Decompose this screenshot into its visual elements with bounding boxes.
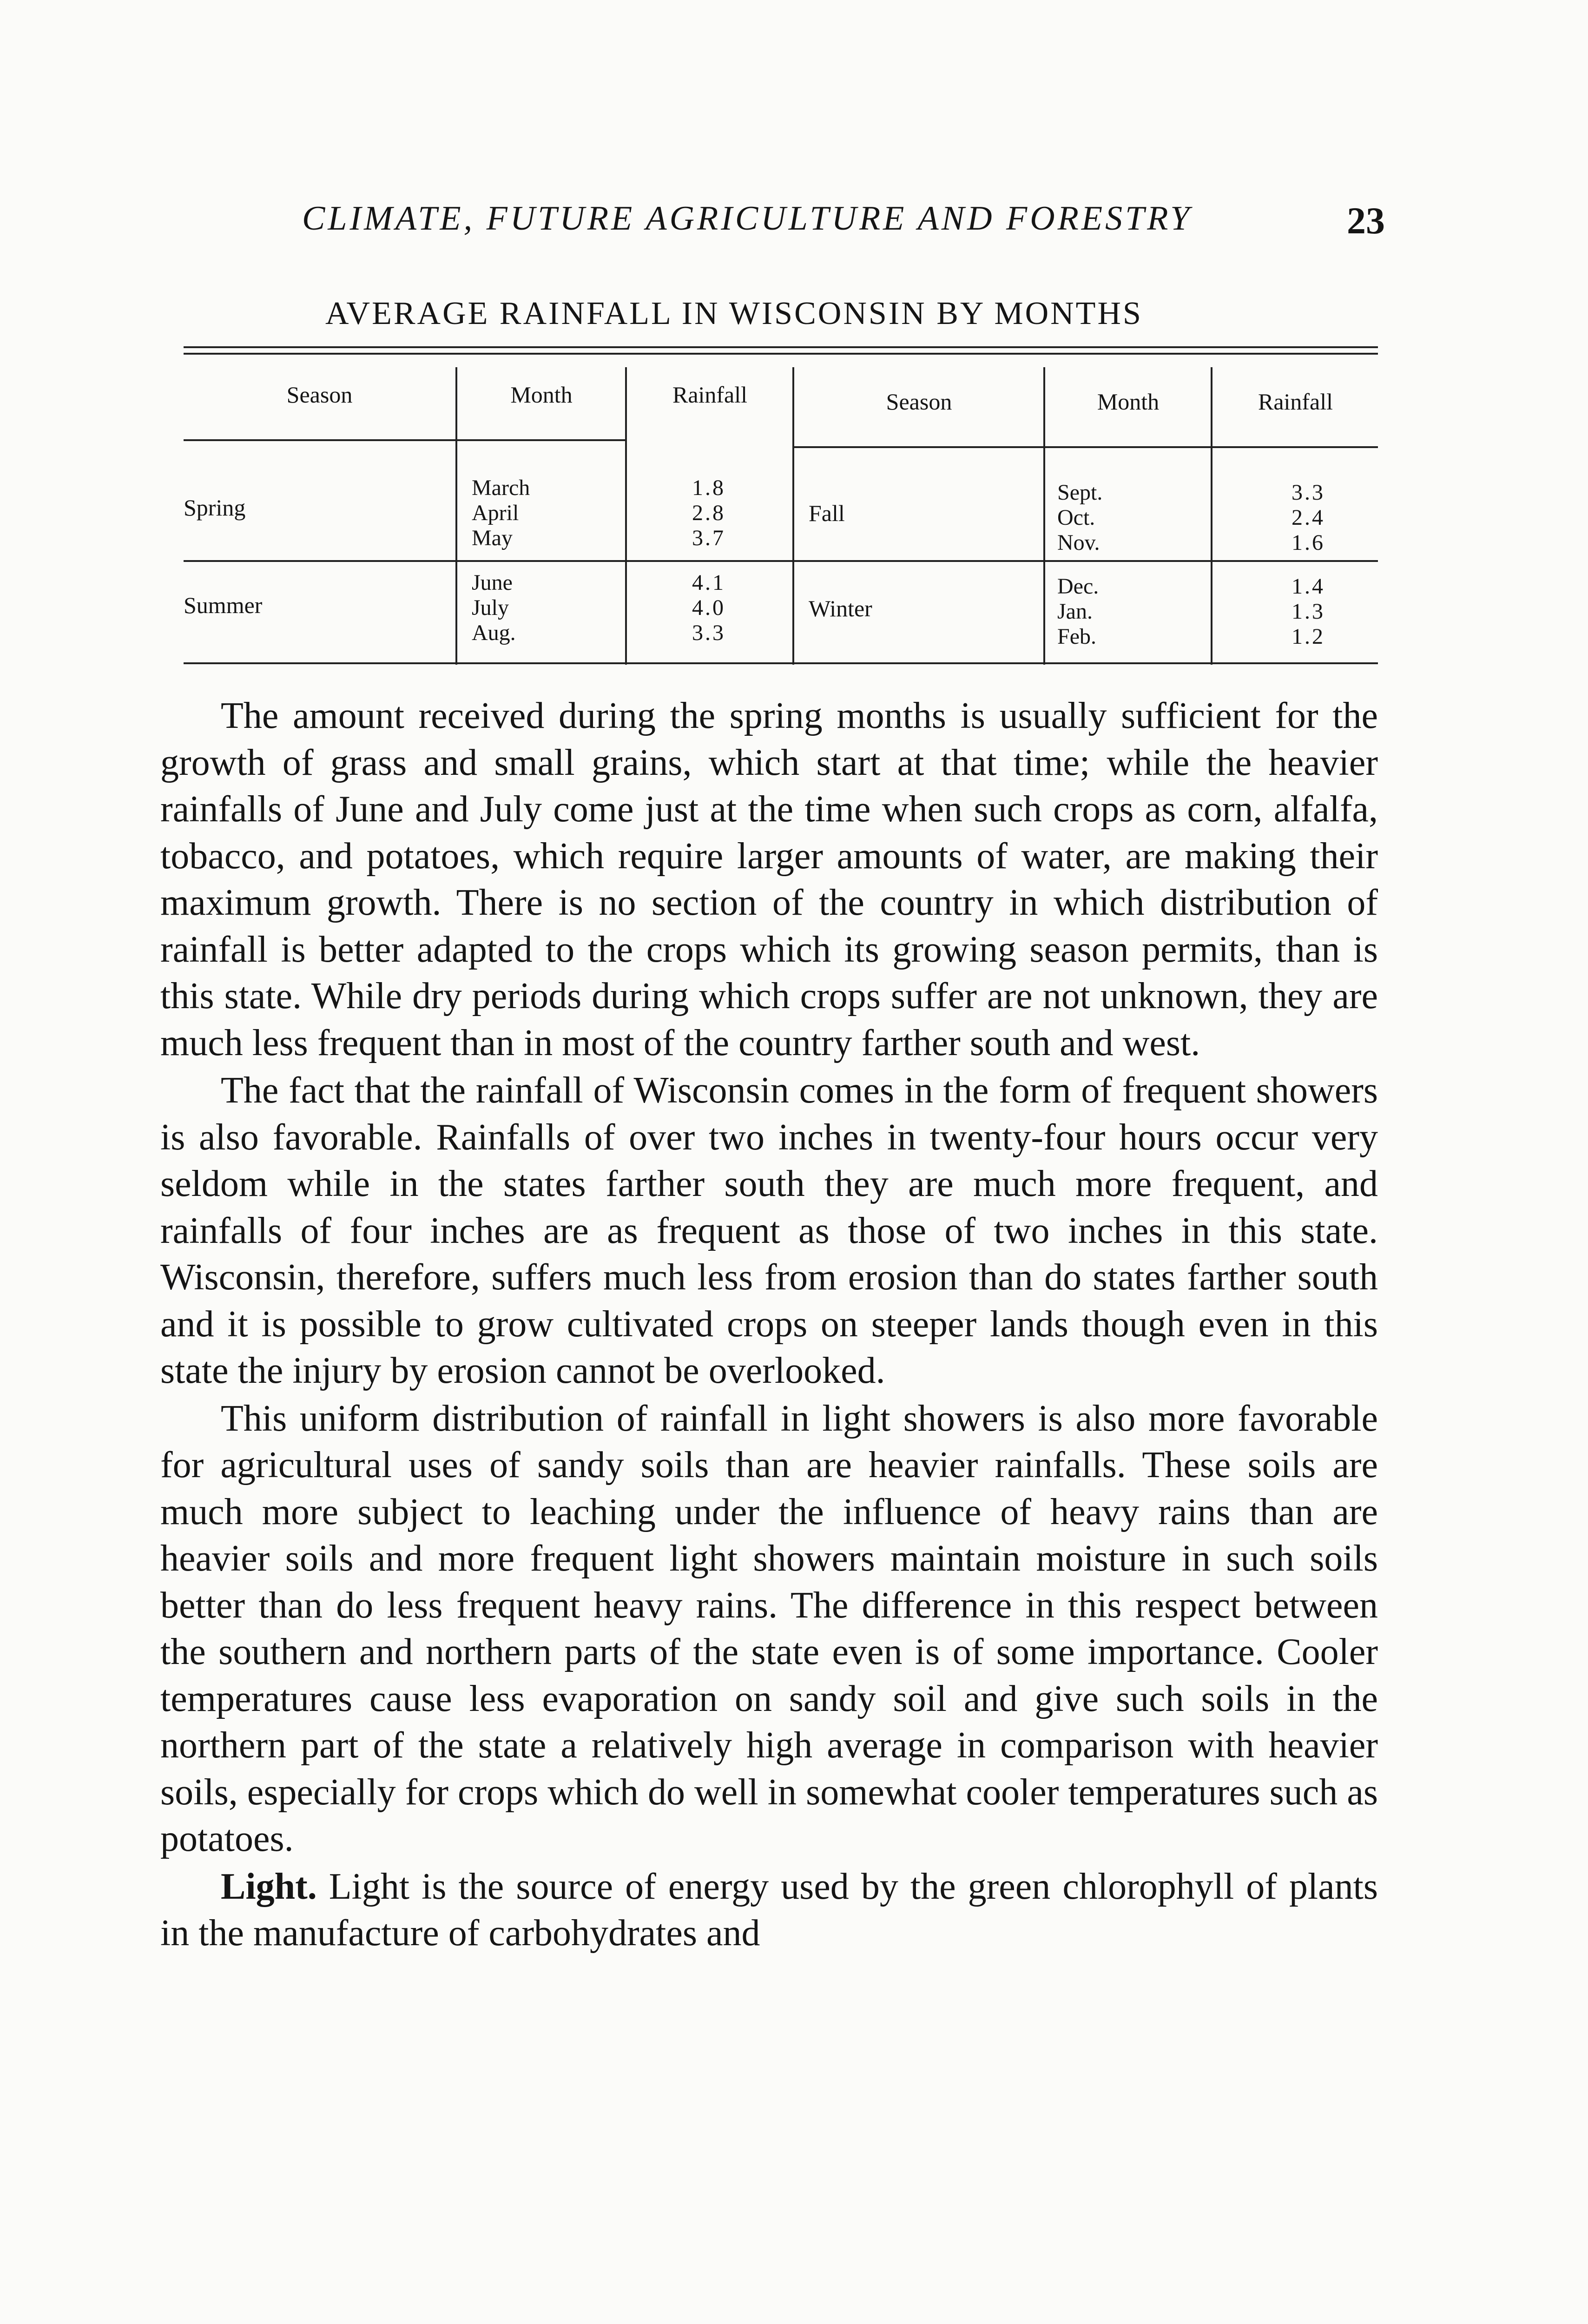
column-header-rainfall: Rainfall — [672, 382, 748, 408]
table-bottom-rule — [184, 662, 1378, 664]
paragraph: The amount received during the spring months is usually sufficient for the growth of grass and small grains, which start at that time; while the heavier rainfalls of June and July come just at the time when such crops as corn, alfalfa, tobacco, and potatoes, which require larger amounts of water, are making their maximum growth. There is no section of the country in which distribution of rainfall is better adapted to the crops which its growing season permits, than is this state. While dry periods during which crops suffer are not unknown, they are much less frequent than in most of the country farther south and west. — [160, 695, 1378, 1063]
month-value: April — [472, 501, 519, 525]
table-cell-months — [1057, 480, 1102, 555]
column-divider — [792, 367, 794, 665]
rainfall-value: 3.3 — [1291, 480, 1325, 505]
header-rule — [792, 446, 1378, 448]
month-value: Dec. — [1057, 574, 1099, 599]
table-cell-months — [472, 570, 516, 646]
month-value: Feb. — [1057, 624, 1096, 649]
column-divider — [1211, 367, 1212, 665]
table-cell-rainfall — [672, 475, 746, 551]
table-cell-season: Spring — [184, 495, 246, 521]
rainfall-value: 3.7 — [692, 526, 725, 550]
paragraph: The fact that the rainfall of Wisconsin comes in the form of frequent showers is also favorable. Rainfalls of over two inches in twenty-four hours occur very seldom while in the states farther south they are much more frequent, and rainfalls of four inches are as frequent as those of two inches in this state. Wisconsin, therefore, suffers much less from erosion than do states farther south and it is possible to grow cultivated crops on steeper lands though even in this state the injury by erosion cannot be overlooked. — [160, 1070, 1378, 1391]
table-cell-season: Fall — [809, 500, 845, 526]
header-rule — [184, 439, 625, 441]
paragraph-light — [160, 1863, 1378, 1957]
paragraph: This uniform distribution of rainfall in light showers is also more favorable for agricultural uses of sandy soils than are heavier rainfalls. These soils are much more subject to leaching under the influence of heavy rains than are heavier soils and more frequent light showers maintain moisture in such soils better than do less frequent heavy rains. The difference in this respect between the southern and northern parts of the state even is of some importance. Cooler temperatures cause less evaporation on sandy soil and give such soils in the northern part of the state a relatively high average in comparison with heavier soils, especially for crops which do well in somewhat cooler temperatures such as potatoes. — [160, 1398, 1378, 1859]
light-heading: Light. — [221, 1866, 317, 1907]
rainfall-value: 2.8 — [692, 501, 725, 525]
column-divider — [625, 367, 627, 665]
page-number: 23 — [1347, 199, 1385, 242]
table-cell-season: Winter — [809, 595, 872, 621]
column-divider — [1043, 367, 1045, 665]
column-header-rainfall: Rainfall — [1258, 389, 1333, 415]
column-header-season: Season — [886, 389, 952, 415]
month-value: Nov. — [1057, 530, 1100, 555]
month-value: July — [472, 595, 509, 620]
rainfall-value: 3.3 — [692, 621, 725, 645]
column-header-season: Season — [286, 382, 353, 408]
month-value: June — [472, 570, 513, 595]
rainfall-table — [184, 346, 1378, 667]
rainfall-value: 1.6 — [1291, 530, 1325, 555]
table-cell-months — [472, 475, 530, 551]
row-rule — [184, 560, 1378, 562]
rainfall-value: 2.4 — [1291, 505, 1325, 530]
light-text: Light is the source of energy used by the green chlorophyll of plants in the manufacture of carbohydrates and — [160, 1866, 1378, 1954]
table-cell-rainfall — [1271, 480, 1345, 555]
running-head — [297, 199, 1385, 250]
month-value: Sept. — [1057, 480, 1103, 505]
column-header-month: Month — [510, 382, 573, 408]
table-top-rule — [184, 346, 1378, 348]
month-value: March — [472, 475, 530, 500]
rainfall-value: 1.4 — [1291, 574, 1325, 599]
column-divider — [455, 367, 457, 665]
rainfall-value: 1.8 — [692, 475, 725, 500]
rainfall-value: 4.1 — [692, 570, 725, 595]
rainfall-value: 1.2 — [1291, 624, 1325, 649]
table-cell-rainfall — [672, 570, 746, 646]
rainfall-value: 4.0 — [692, 595, 725, 620]
table-top-rule-double — [184, 353, 1378, 355]
body-text — [160, 693, 1378, 1958]
running-title: CLIMATE, FUTURE AGRICULTURE AND FORESTRY — [302, 199, 1193, 238]
table-cell-months — [1057, 574, 1099, 649]
month-value: Jan. — [1057, 599, 1093, 624]
table-title: AVERAGE RAINFALL IN WISCONSIN BY MONTHS — [325, 296, 1143, 331]
month-value: May — [472, 526, 513, 550]
table-cell-rainfall — [1271, 574, 1345, 649]
rainfall-value: 1.3 — [1291, 599, 1325, 624]
month-value: Oct. — [1057, 505, 1095, 530]
table-cell-season: Summer — [184, 592, 263, 618]
month-value: Aug. — [472, 621, 516, 645]
column-header-month: Month — [1097, 389, 1160, 415]
